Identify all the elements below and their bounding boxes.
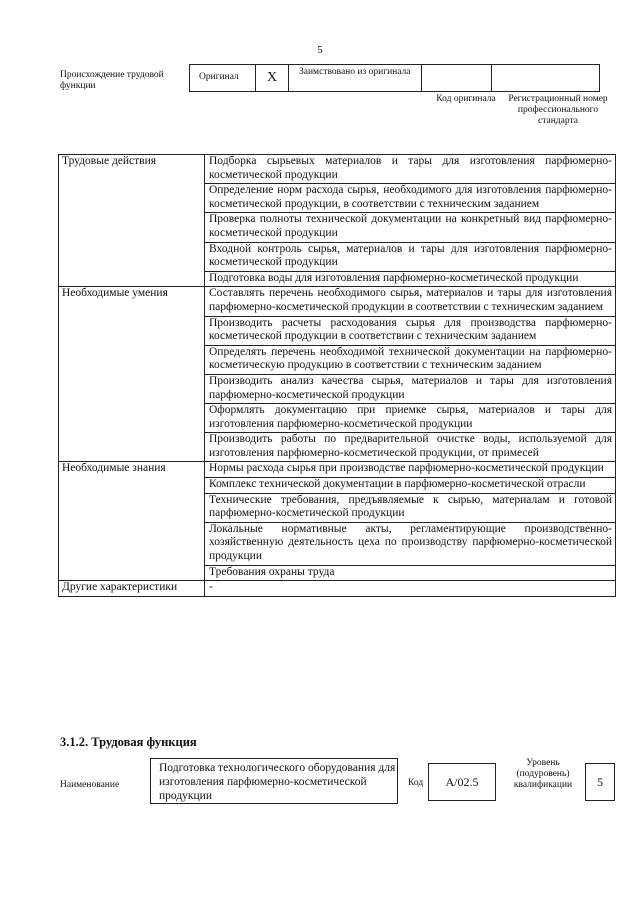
original-mark: X xyxy=(255,64,289,92)
row-value: Технические требования, предъявляемые к сырью, материалам и готовой парфюмерно-косметической продукции xyxy=(205,493,616,522)
code-value: А/02.5 xyxy=(428,763,496,801)
row-value: Локальные нормативные акты, регламентирующие производственно-хозяйственную деятельность цеха по производству парфюмерно-косметической продукции xyxy=(205,522,616,565)
row-label: Трудовые действия xyxy=(59,155,205,287)
page-number: 5 xyxy=(317,44,323,56)
table-row xyxy=(59,581,616,597)
row-value: Требования охраны труда xyxy=(205,565,616,581)
registration-number-cell xyxy=(491,64,600,92)
labor-function-table xyxy=(58,154,616,597)
level-label: Уровень (подуровень) квалификации xyxy=(513,758,573,790)
registration-caption: Регистрационный номер профессионального стандарта xyxy=(508,94,608,126)
row-value: Подготовка воды для изготовления парфюмерно-косметической продукции xyxy=(205,271,616,287)
table-row xyxy=(59,287,616,316)
original-label: Оригинал xyxy=(189,64,256,92)
row-value: Комплекс технической документации в парфюмерно-косметической отрасли xyxy=(205,478,616,494)
name-value: Подготовка технологического оборудования для изготовления парфюмерно-косметической продукции xyxy=(150,758,398,804)
original-code-cell xyxy=(421,64,492,92)
row-value: - xyxy=(205,581,616,597)
borrowed-label: Заимствовано из оригинала xyxy=(288,64,422,92)
origin-label: Происхождение трудовой функции xyxy=(60,70,164,91)
row-value: Входной контроль сырья, материалов и тары для изготовления парфюмерно-косметической продукции xyxy=(205,242,616,271)
row-value: Производить расчеты расходования сырья для производства парфюмерно-косметической продукции в соответствии с техническим заданием xyxy=(205,316,616,345)
code-caption: Код оригинала xyxy=(436,94,496,104)
row-value: Определение норм расхода сырья, необходимого для изготовления парфюмерно-косметической продукции, в соответствии с техническим заданием xyxy=(205,184,616,213)
row-value: Определять перечень необходимой технической документации на парфюмерно-косметическую продукцию в соответствии с техническим заданием xyxy=(205,345,616,374)
name-label: Наименование xyxy=(60,780,120,790)
section-heading: 3.1.2. Трудовая функция xyxy=(60,735,197,749)
row-label: Другие характеристики xyxy=(59,581,205,597)
row-label: Необходимые знания xyxy=(59,462,205,581)
row-value: Подборка сырьевых материалов и тары для изготовления парфюмерно-косметической продукции xyxy=(205,155,616,184)
row-value: Оформлять документацию при приемке сырья, материалов и тары для изготовления парфюмерно-косметической продукции xyxy=(205,404,616,433)
table-row xyxy=(59,462,616,478)
origin-row xyxy=(190,64,604,92)
row-value: Проверка полноты технической документации на конкретный вид парфюмерно-косметической продукции xyxy=(205,213,616,242)
row-label: Необходимые умения xyxy=(59,287,205,462)
row-value: Нормы расхода сырья при производстве парфюмерно-косметической продукции xyxy=(205,462,616,478)
row-value: Производить анализ качества сырья, материалов и тары для изготовления парфюмерно-косметической продукции xyxy=(205,374,616,403)
row-value: Составлять перечень необходимого сырья, материалов и тары для изготовления парфюмерно-косметической продукции в соответствии с техническим заданием xyxy=(205,287,616,316)
code-label: Код xyxy=(408,778,424,788)
level-value: 5 xyxy=(585,763,615,801)
table-row xyxy=(59,155,616,184)
row-value: Производить работы по предварительной очистке воды, используемой для изготовления парфюмерно-косметической продукции, от примесей xyxy=(205,433,616,462)
